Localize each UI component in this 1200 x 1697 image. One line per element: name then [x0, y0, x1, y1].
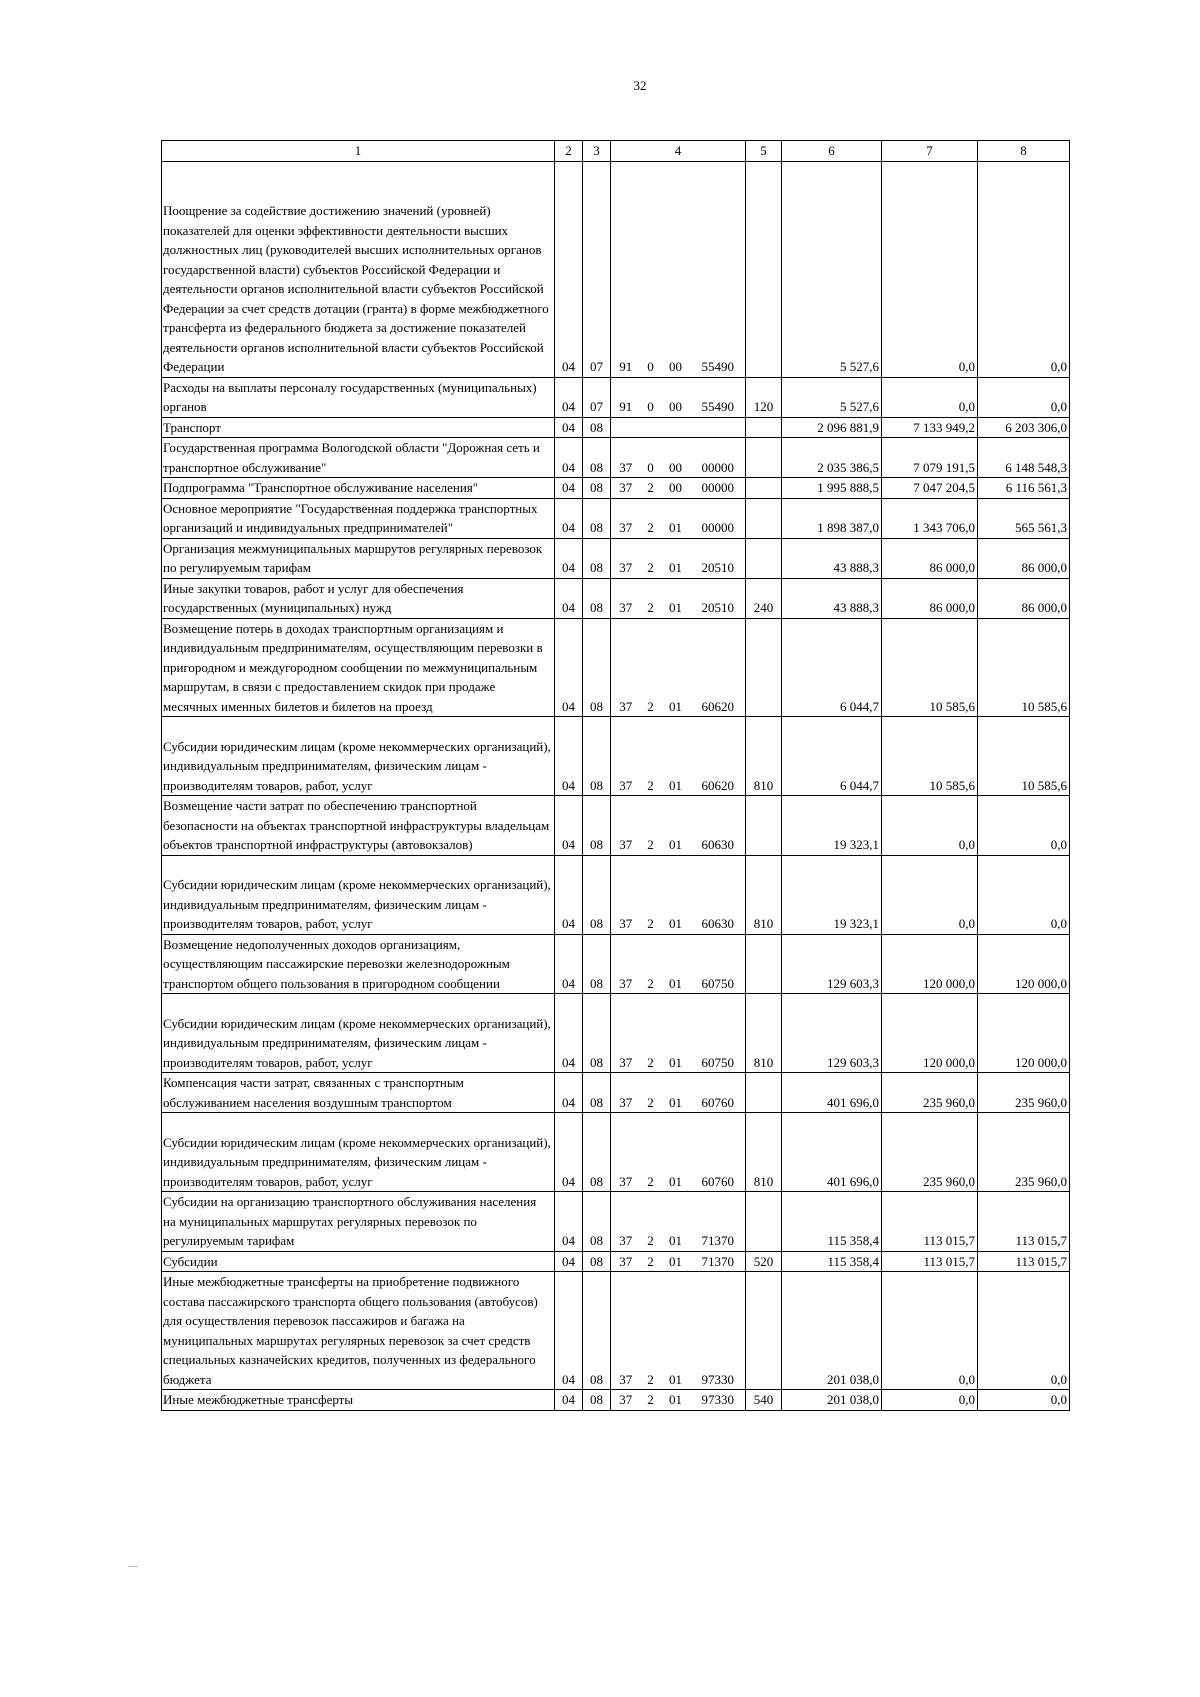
row-description-text: Субсидии юридическим лицам (кроме некоммерческих организаций), индивидуальным предпринимателям, физическим лицам - производителям товаров, работ, услуг — [163, 738, 551, 793]
amount-col6: 19 323,1 — [782, 796, 882, 856]
amount-col8: 0,0 — [978, 855, 1070, 934]
row-description — [162, 417, 555, 438]
code-subsection: 08 — [583, 618, 611, 717]
amount-col7: 7 133 949,2 — [882, 417, 978, 438]
amount-col8: 0,0 — [978, 1272, 1070, 1390]
row-description — [162, 994, 555, 1073]
code-subprogram: 2 — [641, 855, 661, 934]
code-expense-type: 810 — [746, 1113, 782, 1192]
code-program — [611, 417, 641, 438]
amount-col8: 0,0 — [978, 377, 1070, 417]
code-section: 04 — [555, 618, 583, 717]
code-subsection: 08 — [583, 855, 611, 934]
table-row — [162, 1073, 1070, 1113]
amount-col6: 401 696,0 — [782, 1073, 882, 1113]
amount-col6: 1 995 888,5 — [782, 478, 882, 499]
amount-col6: 6 044,7 — [782, 717, 882, 796]
amount-col7: 7 047 204,5 — [882, 478, 978, 499]
code-program: 37 — [611, 717, 641, 796]
row-description — [162, 162, 555, 378]
code-expense-type — [746, 417, 782, 438]
row-description — [162, 1073, 555, 1113]
amount-col8: 0,0 — [978, 796, 1070, 856]
code-direction: 20510 — [691, 578, 746, 618]
code-program: 37 — [611, 1192, 641, 1252]
code-expense-type: 520 — [746, 1251, 782, 1272]
row-description-text: Компенсация части затрат, связанных с транспортным обслуживанием населения воздушным транспортом — [163, 1075, 464, 1110]
code-program: 37 — [611, 1272, 641, 1390]
code-section: 04 — [555, 578, 583, 618]
code-section: 04 — [555, 1073, 583, 1113]
code-subsection: 08 — [583, 1272, 611, 1390]
code-event: 01 — [661, 1272, 691, 1390]
amount-col7: 0,0 — [882, 855, 978, 934]
code-subprogram: 2 — [641, 934, 661, 994]
amount-col6: 1 898 387,0 — [782, 498, 882, 538]
code-direction: 60760 — [691, 1113, 746, 1192]
code-section: 04 — [555, 994, 583, 1073]
code-program: 37 — [611, 578, 641, 618]
code-program: 37 — [611, 618, 641, 717]
code-event: 01 — [661, 1192, 691, 1252]
code-subprogram: 2 — [641, 717, 661, 796]
page-number: 32 — [633, 78, 647, 93]
amount-col8: 120 000,0 — [978, 994, 1070, 1073]
code-direction: 00000 — [691, 478, 746, 499]
code-event: 01 — [661, 1073, 691, 1113]
code-event: 00 — [661, 478, 691, 499]
code-expense-type — [746, 438, 782, 478]
code-event — [661, 417, 691, 438]
code-event: 01 — [661, 934, 691, 994]
amount-col6: 401 696,0 — [782, 1113, 882, 1192]
code-direction: 55490 — [691, 377, 746, 417]
table-row — [162, 578, 1070, 618]
amount-col7: 0,0 — [882, 1272, 978, 1390]
code-subsection: 08 — [583, 478, 611, 499]
code-expense-type — [746, 498, 782, 538]
amount-col6: 2 035 386,5 — [782, 438, 882, 478]
amount-col7: 0,0 — [882, 377, 978, 417]
amount-col7: 0,0 — [882, 796, 978, 856]
code-section: 04 — [555, 1192, 583, 1252]
code-direction: 60630 — [691, 796, 746, 856]
amount-col6: 43 888,3 — [782, 578, 882, 618]
row-description-text: Иные межбюджетные трансферты на приобретение подвижного состава пассажирского транспорта общего пользования (автобусов) для осуществления перевозок пассажиров и багажа на муниципальных маршрутах регулярных перевозок за счет средств специальных казначейских кредитов, полученных из федерального бюджета — [163, 1274, 538, 1387]
code-subprogram: 2 — [641, 1272, 661, 1390]
code-program: 37 — [611, 934, 641, 994]
row-description-text: Субсидии — [163, 1253, 218, 1269]
code-event: 01 — [661, 578, 691, 618]
row-description-text: Организация межмуниципальных маршрутов регулярных перевозок по регулируемым тарифам — [163, 540, 543, 575]
row-description — [162, 1251, 555, 1272]
code-section: 04 — [555, 538, 583, 578]
code-expense-type — [746, 1272, 782, 1390]
code-section: 04 — [555, 1272, 583, 1390]
row-description — [162, 1272, 555, 1390]
amount-col7: 10 585,6 — [882, 618, 978, 717]
code-subsection: 07 — [583, 162, 611, 378]
code-subsection: 08 — [583, 934, 611, 994]
amount-col7: 0,0 — [882, 162, 978, 378]
table-row — [162, 538, 1070, 578]
code-program: 37 — [611, 478, 641, 499]
amount-col8: 86 000,0 — [978, 578, 1070, 618]
code-subsection: 08 — [583, 1073, 611, 1113]
amount-col8: 10 585,6 — [978, 618, 1070, 717]
code-program: 37 — [611, 1390, 641, 1411]
amount-col7: 113 015,7 — [882, 1192, 978, 1252]
code-section: 04 — [555, 934, 583, 994]
amount-col8: 0,0 — [978, 162, 1070, 378]
row-description-text: Субсидии юридическим лицам (кроме некоммерческих организаций), индивидуальным предпринимателям, физическим лицам - производителям товаров, работ, услуг — [163, 877, 551, 931]
amount-col8: 6 203 306,0 — [978, 417, 1070, 438]
code-direction: 00000 — [691, 438, 746, 478]
row-description — [162, 934, 555, 994]
table-row — [162, 934, 1070, 994]
code-subprogram: 2 — [641, 1073, 661, 1113]
amount-col7: 86 000,0 — [882, 538, 978, 578]
amount-col6: 201 038,0 — [782, 1272, 882, 1390]
code-program: 37 — [611, 1073, 641, 1113]
code-program: 37 — [611, 855, 641, 934]
code-direction: 60750 — [691, 994, 746, 1073]
amount-col7: 0,0 — [882, 1390, 978, 1411]
budget-table — [161, 140, 1070, 1411]
code-expense-type: 240 — [746, 578, 782, 618]
code-direction: 20510 — [691, 538, 746, 578]
table-row — [162, 1113, 1070, 1192]
amount-col6: 201 038,0 — [782, 1390, 882, 1411]
code-program: 37 — [611, 538, 641, 578]
code-expense-type — [746, 796, 782, 856]
code-program: 91 — [611, 377, 641, 417]
code-subsection: 08 — [583, 578, 611, 618]
code-direction: 00000 — [691, 498, 746, 538]
code-subprogram: 2 — [641, 1390, 661, 1411]
row-description-text: Возмещение части затрат по обеспечению транспортной безопасности на объектах транспортной инфраструктуры владельцам объектов транспортной инфраструктуры (автовокзалов) — [163, 798, 550, 852]
row-description — [162, 538, 555, 578]
table-row — [162, 438, 1070, 478]
row-description-text: Подпрограмма "Транспортное обслуживание населения" — [163, 480, 479, 495]
code-direction: 71370 — [691, 1251, 746, 1272]
code-direction: 71370 — [691, 1192, 746, 1252]
code-expense-type — [746, 162, 782, 378]
amount-col7: 120 000,0 — [882, 994, 978, 1073]
amount-col6: 19 323,1 — [782, 855, 882, 934]
amount-col6: 43 888,3 — [782, 538, 882, 578]
amount-col8: 10 585,6 — [978, 717, 1070, 796]
code-direction: 97330 — [691, 1390, 746, 1411]
table-row — [162, 1390, 1070, 1411]
code-subsection: 08 — [583, 538, 611, 578]
amount-col6: 5 527,6 — [782, 377, 882, 417]
code-subsection: 08 — [583, 498, 611, 538]
code-subprogram: 2 — [641, 994, 661, 1073]
amount-col8: 0,0 — [978, 1390, 1070, 1411]
code-subprogram: 2 — [641, 498, 661, 538]
code-event: 01 — [661, 717, 691, 796]
code-direction: 97330 — [691, 1272, 746, 1390]
code-program: 91 — [611, 162, 641, 378]
table-row — [162, 855, 1070, 934]
row-description-text: Иные закупки товаров, работ и услуг для обеспечения государственных (муниципальных) нужд — [163, 580, 464, 615]
code-section: 04 — [555, 1251, 583, 1272]
code-section: 04 — [555, 377, 583, 417]
code-expense-type: 540 — [746, 1390, 782, 1411]
row-description-text: Поощрение за содействие достижению значений (уровней) показателей для оценки эффективности деятельности высших должностных лиц (руководителей высших исполнительных органов государственной власти) субъектов Российской Федерации и деятельности органов исполнительной власти субъектов Российской Федерации за счет средств дотации (гранта) в форме межбюджетного трансферта из федерального бюджета за достижение показателей деятельности органов исполнительной власти субъектов Российской Федерации — [163, 203, 549, 374]
amount-col8: 113 015,7 — [978, 1251, 1070, 1272]
code-event: 01 — [661, 1390, 691, 1411]
code-subprogram: 2 — [641, 1251, 661, 1272]
row-description — [162, 618, 555, 717]
table-row — [162, 1272, 1070, 1390]
row-description — [162, 498, 555, 538]
amount-col6: 6 044,7 — [782, 618, 882, 717]
code-direction: 60620 — [691, 717, 746, 796]
code-subsection: 07 — [583, 377, 611, 417]
table-row — [162, 498, 1070, 538]
code-section: 04 — [555, 1390, 583, 1411]
row-description-text: Основное мероприятие "Государственная поддержка транспортных организаций и индивидуальных предпринимателей" — [163, 500, 538, 535]
code-subprogram: 0 — [641, 377, 661, 417]
code-event: 01 — [661, 498, 691, 538]
header-cell: 7 — [882, 141, 978, 162]
code-subsection: 08 — [583, 417, 611, 438]
header-cell: 6 — [782, 141, 882, 162]
amount-col8: 86 000,0 — [978, 538, 1070, 578]
code-section: 04 — [555, 438, 583, 478]
code-subsection: 08 — [583, 1390, 611, 1411]
row-description — [162, 1390, 555, 1411]
row-description-text: Субсидии на организацию транспортного обслуживания населения на муниципальных маршрутах регулярных перевозок по регулируемым тарифам — [163, 1194, 537, 1248]
row-description-text: Субсидии юридическим лицам (кроме некоммерческих организаций), индивидуальным предпринимателям, физическим лицам - производителям товаров, работ, услуг — [163, 1134, 551, 1189]
amount-col7: 10 585,6 — [882, 717, 978, 796]
code-section: 04 — [555, 796, 583, 856]
amount-col7: 235 960,0 — [882, 1073, 978, 1113]
code-program: 37 — [611, 498, 641, 538]
code-subprogram: 2 — [641, 1192, 661, 1252]
code-event: 00 — [661, 162, 691, 378]
table-row — [162, 162, 1070, 378]
code-expense-type — [746, 934, 782, 994]
amount-col7: 86 000,0 — [882, 578, 978, 618]
code-event: 01 — [661, 538, 691, 578]
row-description-text: Возмещение недополученных доходов организациям, осуществляющим пассажирские перевозки железнодорожным транспортом общего пользования в пригородном сообщении — [163, 936, 510, 991]
amount-col6: 129 603,3 — [782, 934, 882, 994]
table-row — [162, 618, 1070, 717]
code-event: 01 — [661, 994, 691, 1073]
code-direction: 60630 — [691, 855, 746, 934]
amount-col7: 7 079 191,5 — [882, 438, 978, 478]
code-section: 04 — [555, 855, 583, 934]
scan-mark — [128, 1566, 138, 1567]
amount-col8: 6 148 548,3 — [978, 438, 1070, 478]
code-section: 04 — [555, 417, 583, 438]
code-subprogram: 2 — [641, 478, 661, 499]
header-cell: 4 — [611, 141, 746, 162]
row-description — [162, 717, 555, 796]
amount-col6: 115 358,4 — [782, 1251, 882, 1272]
header-cell: 5 — [746, 141, 782, 162]
code-program: 37 — [611, 796, 641, 856]
table-row — [162, 994, 1070, 1073]
amount-col7: 1 343 706,0 — [882, 498, 978, 538]
code-direction: 60620 — [691, 618, 746, 717]
code-expense-type: 810 — [746, 994, 782, 1073]
row-description — [162, 855, 555, 934]
code-section: 04 — [555, 162, 583, 378]
code-section: 04 — [555, 498, 583, 538]
code-expense-type: 810 — [746, 717, 782, 796]
code-expense-type — [746, 478, 782, 499]
row-description — [162, 377, 555, 417]
code-section: 04 — [555, 1113, 583, 1192]
amount-col8: 235 960,0 — [978, 1073, 1070, 1113]
code-subprogram: 0 — [641, 162, 661, 378]
code-section: 04 — [555, 478, 583, 499]
table-row — [162, 1192, 1070, 1252]
header-cell: 3 — [583, 141, 611, 162]
row-description-text: Возмещение потерь в доходах транспортным организациям и индивидуальным предпринимателям, осуществляющим перевозки в пригородном и междугородном сообщении по межмуниципальным маршрутам, в связи с предоставлением скидок при продаже месячных именных билетов и билетов на проезд — [163, 620, 543, 714]
row-description — [162, 796, 555, 856]
header-cell: 2 — [555, 141, 583, 162]
code-direction: 60750 — [691, 934, 746, 994]
code-subprogram: 2 — [641, 618, 661, 717]
amount-col6: 5 527,6 — [782, 162, 882, 378]
amount-col6: 129 603,3 — [782, 994, 882, 1073]
table-row — [162, 717, 1070, 796]
row-description — [162, 578, 555, 618]
code-subprogram: 2 — [641, 538, 661, 578]
row-description-text: Расходы на выплаты персоналу государственных (муниципальных) органов — [163, 379, 537, 414]
code-program: 37 — [611, 994, 641, 1073]
code-subprogram — [641, 417, 661, 438]
code-program: 37 — [611, 1113, 641, 1192]
code-event: 01 — [661, 796, 691, 856]
code-expense-type — [746, 1073, 782, 1113]
amount-col7: 235 960,0 — [882, 1113, 978, 1192]
table-row — [162, 478, 1070, 499]
code-direction: 55490 — [691, 162, 746, 378]
code-event: 01 — [661, 855, 691, 934]
table-row — [162, 417, 1070, 438]
table-row — [162, 377, 1070, 417]
amount-col6: 2 096 881,9 — [782, 417, 882, 438]
code-event: 00 — [661, 377, 691, 417]
header-row — [162, 141, 1070, 162]
code-subsection: 08 — [583, 994, 611, 1073]
code-event: 01 — [661, 1113, 691, 1192]
code-event: 00 — [661, 438, 691, 478]
amount-col8: 235 960,0 — [978, 1113, 1070, 1192]
code-subprogram: 2 — [641, 1113, 661, 1192]
row-description-text: Государственная программа Вологодской области "Дорожная сеть и транспортное обслуживание" — [163, 440, 540, 475]
code-program: 37 — [611, 1251, 641, 1272]
header-cell: 8 — [978, 141, 1070, 162]
code-event: 01 — [661, 1251, 691, 1272]
code-subsection: 08 — [583, 1192, 611, 1252]
code-subsection: 08 — [583, 717, 611, 796]
code-subprogram: 0 — [641, 438, 661, 478]
row-description — [162, 1192, 555, 1252]
code-expense-type: 120 — [746, 377, 782, 417]
header-cell: 1 — [162, 141, 555, 162]
amount-col7: 120 000,0 — [882, 934, 978, 994]
amount-col8: 120 000,0 — [978, 934, 1070, 994]
row-description — [162, 1113, 555, 1192]
code-expense-type — [746, 1192, 782, 1252]
amount-col7: 113 015,7 — [882, 1251, 978, 1272]
row-description-text: Иные межбюджетные трансферты — [163, 1392, 354, 1407]
table-row — [162, 796, 1070, 856]
code-subsection: 08 — [583, 1113, 611, 1192]
code-section: 04 — [555, 717, 583, 796]
code-expense-type: 810 — [746, 855, 782, 934]
code-subprogram: 2 — [641, 796, 661, 856]
code-expense-type — [746, 538, 782, 578]
code-event: 01 — [661, 618, 691, 717]
amount-col8: 113 015,7 — [978, 1192, 1070, 1252]
row-description-text: Транспорт — [163, 419, 221, 435]
code-subsection: 08 — [583, 1251, 611, 1272]
amount-col6: 115 358,4 — [782, 1192, 882, 1252]
code-expense-type — [746, 618, 782, 717]
code-subsection: 08 — [583, 438, 611, 478]
row-description-text: Субсидии юридическим лицам (кроме некоммерческих организаций), индивидуальным предпринимателям, физическим лицам - производителям товаров, работ, услуг — [163, 1015, 551, 1070]
code-program: 37 — [611, 438, 641, 478]
table-row — [162, 1251, 1070, 1272]
code-subprogram: 2 — [641, 578, 661, 618]
row-description — [162, 478, 555, 499]
amount-col8: 565 561,3 — [978, 498, 1070, 538]
code-subsection: 08 — [583, 796, 611, 856]
row-description — [162, 438, 555, 478]
code-direction: 60760 — [691, 1073, 746, 1113]
code-direction — [691, 417, 746, 438]
amount-col8: 6 116 561,3 — [978, 478, 1070, 499]
